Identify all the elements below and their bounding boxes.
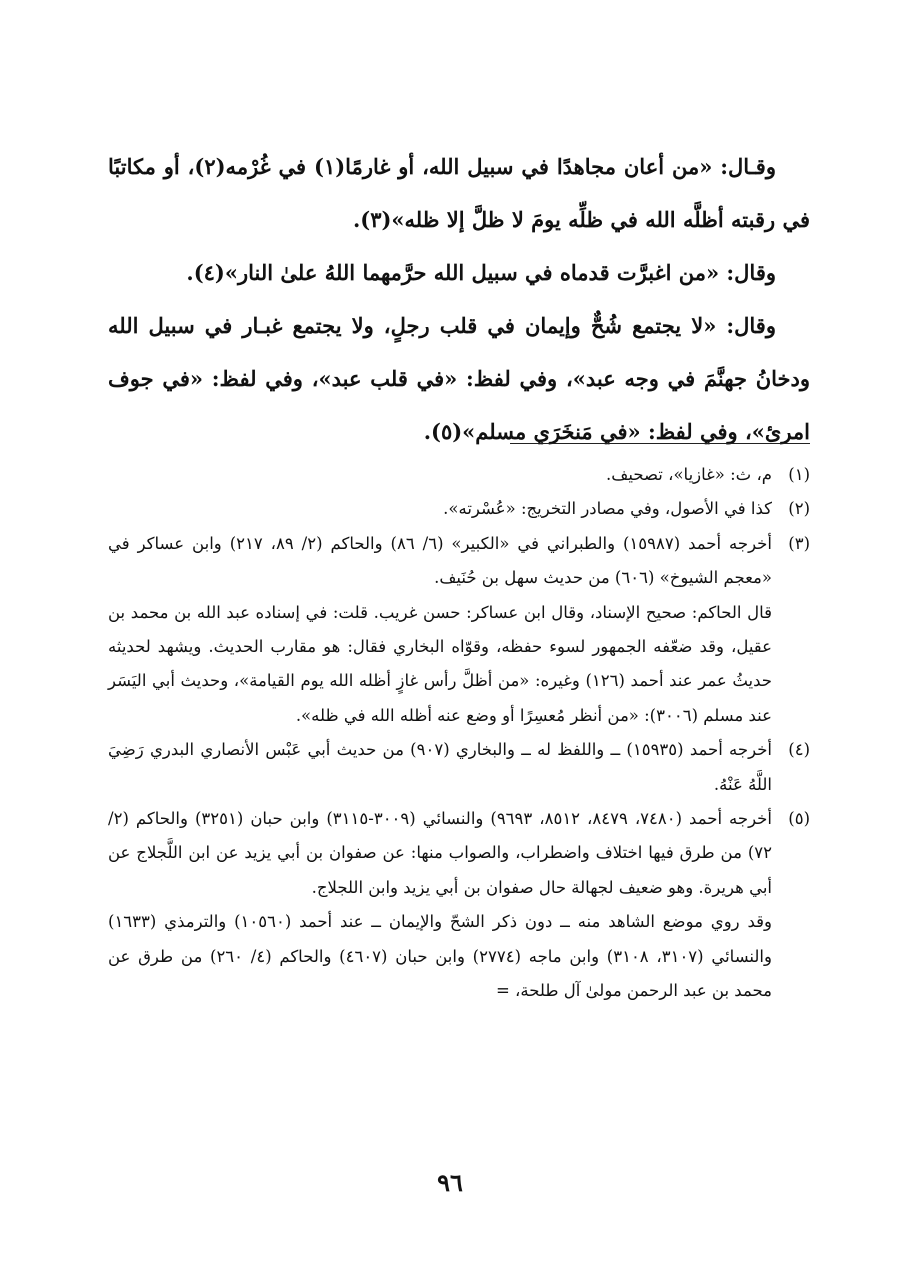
footnote-number: (٣) xyxy=(788,533,810,553)
page-number: ٩٦ xyxy=(437,1168,463,1197)
footnote-number: (٥) xyxy=(788,809,810,829)
footnote xyxy=(108,802,810,1008)
footnote-text: أخرجه أحمد (٧٤٨٠، ٨٤٧٩، ٨٥١٢، ٩٦٩٣) والنسائي (٣٠٠٩-٣١١٥) وابن حبان (٣٢٥١) والحاكم (٢/ ٧٢) من طرق فيها اختلاف واضطراب، والصواب منها: عن صفوان بن أبي يزيد عن ابن اللَّجلاج عن أبي هريرة. وهو ضعيف لجهالة حال صفوان بن أبي يزيد وابن اللجلاج. xyxy=(108,809,772,897)
main-paragraph: وقـال: «من أعان مجاهدًا في سبيل الله، أو غارمًا(١) في غُرْمه(٢)، أو مكاتبًا في رقبته أظلَّه الله في ظلِّه يومَ لا ظلَّ إلا ظله»(٣). xyxy=(108,154,810,232)
footnotes xyxy=(108,458,810,1009)
footnote-text: أخرجه أحمد (١٥٩٣٥) ــ واللفظ له ــ والبخاري (٩٠٧) من حديث أبي عَبْس الأنصاري البدري رَضِيَ اللَّهُ عَنْهُ. xyxy=(108,740,772,794)
footnote-text: م، ث: «غازيا»، تصحيف. xyxy=(606,465,772,484)
footnote xyxy=(108,458,810,492)
footnote-number: (٤) xyxy=(788,740,810,760)
footnote-number: (١) xyxy=(788,465,810,484)
footnote xyxy=(108,492,810,526)
footnote-number: (٢) xyxy=(788,499,810,519)
footnote-body xyxy=(108,802,772,1008)
footnote-body xyxy=(108,527,772,733)
main-paragraph: وقال: «من اغبرَّت قدماه في سبيل الله حرَّمهما اللهُ علىٰ النار»(٤). xyxy=(186,260,776,285)
footnote xyxy=(108,733,810,802)
footnote-text: قال الحاكم: صحيح الإسناد، وقال ابن عساكر: حسن غريب. قلت: في إسناده عبد الله بن محمد بن عقيل، وقد ضعّفه الجمهور لسوء حفظه، وقوّاه البخاري فقال: هو مقارب الحديث. ويشهد لحديثه حديثُ عمر عند أحمد (١٢٦) وغيره: «من أظلَّ رأس غازٍ أظله الله يوم القيامة»، وحديث أبي اليَسَر عند مسلم (٣٠٠٦): «من أنظر مُعسِرًا أو وضع عنه أظله الله في ظله». xyxy=(108,602,772,725)
footnote-separator xyxy=(510,443,810,444)
footnote-text: أخرجه أحمد (١٥٩٨٧) والطبراني في «الكبير» (٦/ ٨٦) والحاكم (٢/ ٨٩، ٢١٧) وابن عساكر في «معجم الشيوخ» (٦٠٦) من حديث سهل بن حُنَيف. xyxy=(108,533,772,588)
footnote-body xyxy=(108,492,772,526)
main-paragraph: وقال: «لا يجتمع شُحٌّ وإيمان في قلب رجلٍ، ولا يجتمع غبـار في سبيل الله ودخانُ جهنَّمَ في وجه عبد»، وفي لفظ: «في قلب عبد»، وفي لفظ: «في جوف امرئ»، وفي لفظ: «في مَنخَرَي مسلم»(٥). xyxy=(108,313,810,444)
main-text xyxy=(108,140,810,458)
footnote xyxy=(108,527,810,733)
footnote-body xyxy=(108,458,772,492)
footnote-text: وقد روي موضع الشاهد منه ــ دون ذكر الشحّ والإيمان ــ عند أحمد (١٠٥٦٠) والترمذي (١٦٣٣) والنسائي (٣١٠٧، ٣١٠٨) وابن ماجه (٢٧٧٤) وابن حبان (٤٦٠٧) والحاكم (٤/ ٢٦٠) من طرق عن محمد بن عبد الرحمن مولىٰ آل طلحة، = xyxy=(108,912,772,1001)
footnote-body xyxy=(108,733,772,802)
footnote-text: كذا في الأصول، وفي مصادر التخريج: «عُسْرته». xyxy=(443,499,772,519)
